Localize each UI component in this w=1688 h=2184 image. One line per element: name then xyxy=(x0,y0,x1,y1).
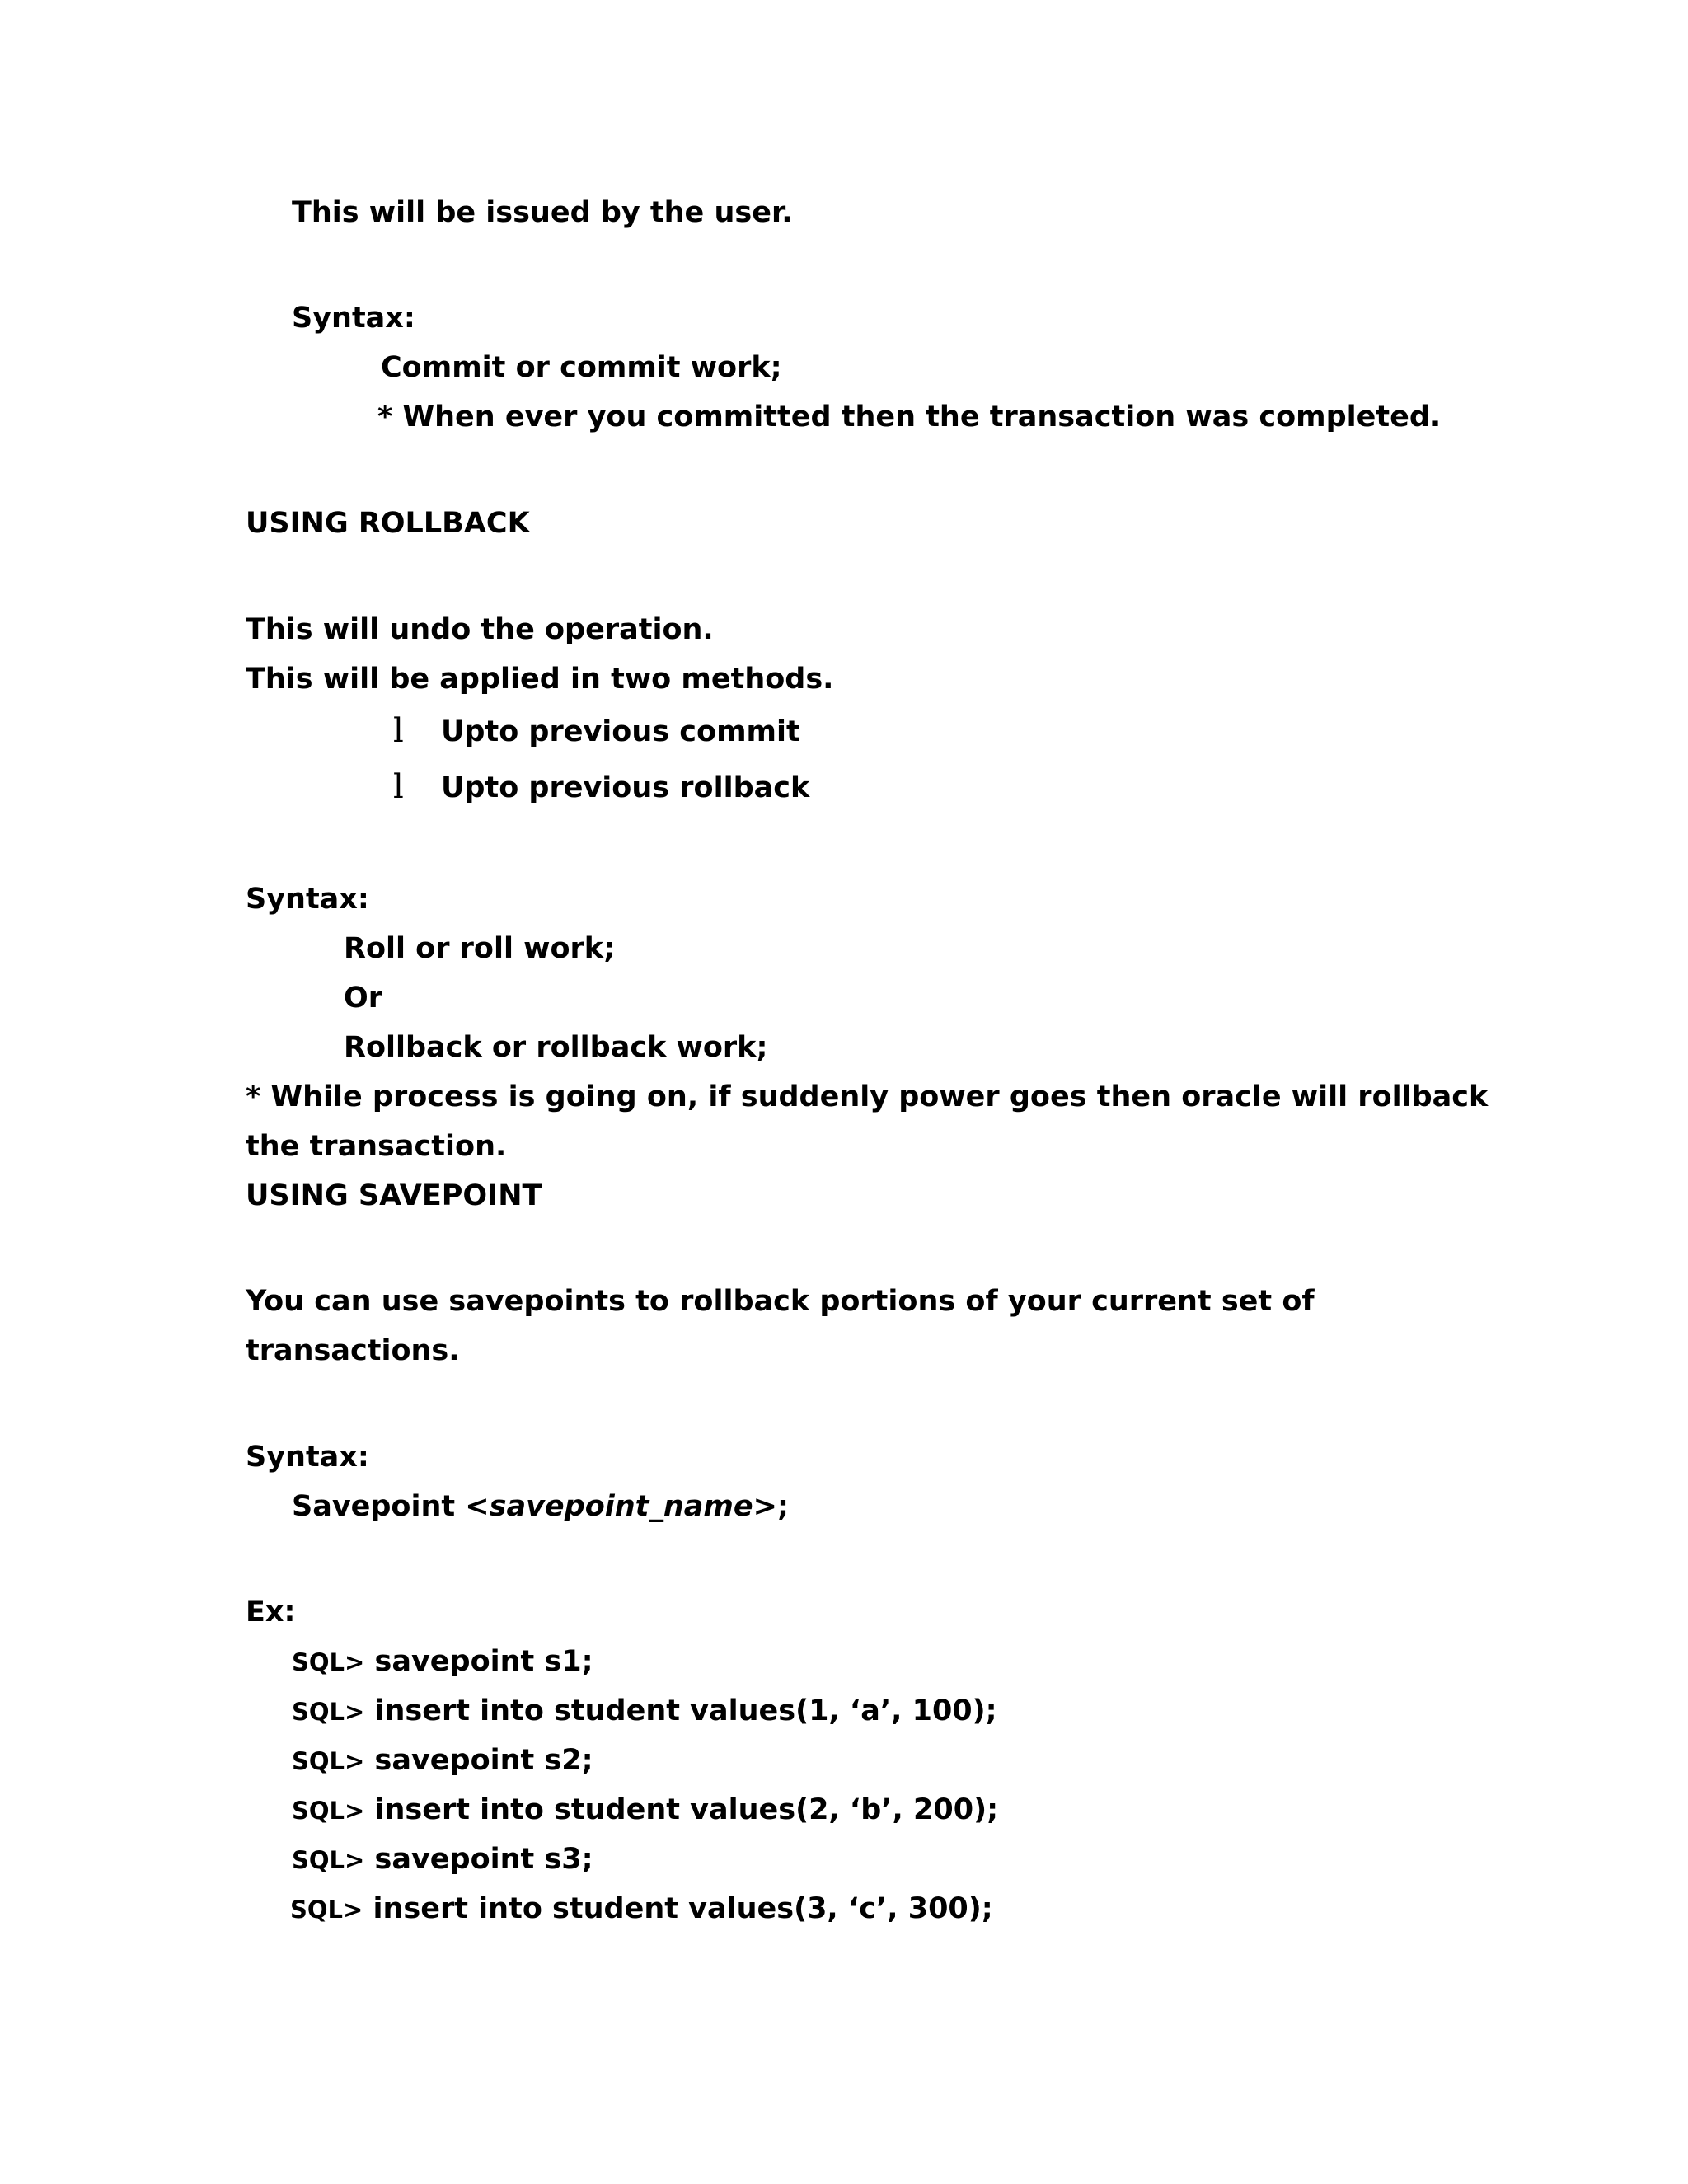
sql-line xyxy=(290,1888,993,1929)
sql-prompt: SQL> xyxy=(292,1648,365,1676)
power-note-line-1: * While process is going on, if suddenly power goes then oracle will rollback xyxy=(246,1080,1489,1113)
roll-syntax: Roll or roll work; xyxy=(344,932,616,965)
savepoint-syntax xyxy=(292,1486,789,1527)
section-heading-savepoint: USING SAVEPOINT xyxy=(246,1179,542,1212)
bullet-icon: l xyxy=(393,712,404,750)
text-issued-by-user: This will be issued by the user. xyxy=(292,196,793,229)
sql-statement: savepoint s1; xyxy=(364,1645,593,1678)
sql-line xyxy=(292,1690,997,1732)
rollback-undo-text: This will undo the operation. xyxy=(246,613,714,646)
sql-statement: savepoint s3; xyxy=(364,1843,593,1876)
example-label: Ex: xyxy=(246,1596,296,1629)
sql-prompt: SQL> xyxy=(292,1747,365,1775)
sql-prompt: SQL> xyxy=(292,1797,365,1825)
commit-note: * When ever you committed then the transaction was completed. xyxy=(377,401,1442,434)
savepoint-syntax-suffix: >; xyxy=(753,1490,789,1523)
savepoint-desc-line-2: transactions. xyxy=(246,1334,460,1367)
section-heading-rollback: USING ROLLBACK xyxy=(246,507,530,540)
method-item: Upto previous commit xyxy=(441,715,800,748)
savepoint-syntax-prefix: Savepoint < xyxy=(292,1490,490,1523)
sql-line xyxy=(292,1740,593,1781)
sql-line xyxy=(292,1839,593,1880)
sql-statement: insert into student values(3, ‘c’, 300); xyxy=(363,1892,993,1925)
rollback-methods-text: This will be applied in two methods. xyxy=(246,663,834,696)
sql-line xyxy=(292,1641,593,1682)
savepoint-desc-line-1: You can use savepoints to rollback portions of your current set of xyxy=(246,1285,1315,1318)
sql-prompt: SQL> xyxy=(290,1896,363,1924)
syntax-label: Syntax: xyxy=(246,1441,369,1474)
sql-statement: savepoint s2; xyxy=(364,1744,593,1777)
sql-statement: insert into student values(1, ‘a’, 100); xyxy=(364,1694,997,1727)
power-note-line-2: the transaction. xyxy=(246,1130,507,1163)
bullet-icon: l xyxy=(393,768,404,806)
method-item: Upto previous rollback xyxy=(441,771,810,804)
savepoint-name-placeholder: savepoint_name xyxy=(489,1490,753,1523)
or-text: Or xyxy=(344,982,383,1015)
sql-statement: insert into student values(2, ‘b’, 200); xyxy=(364,1793,999,1826)
syntax-label: Syntax: xyxy=(246,883,369,916)
syntax-label: Syntax: xyxy=(292,302,415,335)
sql-line xyxy=(292,1789,998,1830)
sql-prompt: SQL> xyxy=(292,1698,365,1726)
rollback-syntax: Rollback or rollback work; xyxy=(344,1031,768,1064)
commit-syntax: Commit or commit work; xyxy=(381,351,782,384)
sql-prompt: SQL> xyxy=(292,1846,365,1874)
